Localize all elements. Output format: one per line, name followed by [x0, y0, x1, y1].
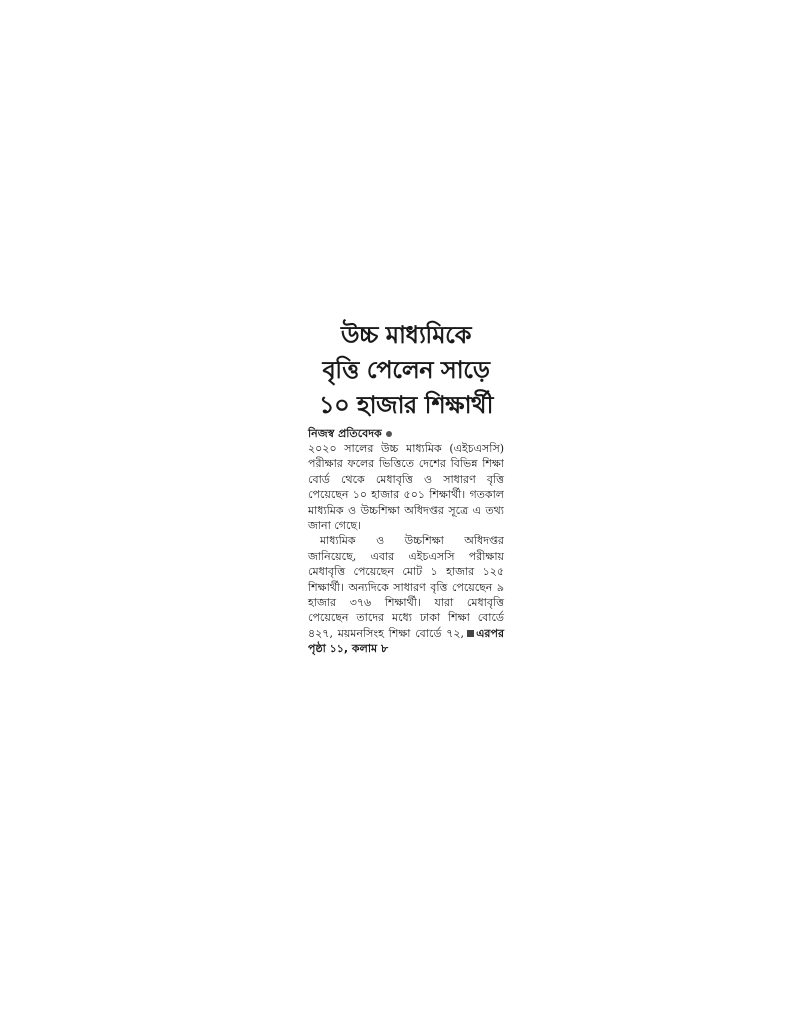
- headline: [308, 318, 504, 423]
- headline-line-3: ১০ হাজার শিক্ষার্থী: [319, 391, 493, 419]
- paragraph-2-text: মাধ্যমিক ও উচ্চশিক্ষা অধিদপ্তর জানিয়েছে, এবার এইচএসসি পরীক্ষায় মেধাবৃত্তি পেয়েছেন মোট ১ হাজার ১২৫ শিক্ষার্থী। অন্যদিকে সাধারণ বৃত্তি পেয়েছেন ৯ হাজার ৩৭৬ শিক্ষার্থী। যারা মেধাবৃত্তি পেয়েছেন তাদের মধ্যে ঢাকা শিক্ষা বোর্ডে ৪২৭, ময়মনসিংহ শিক্ষা বোর্ডে ৭২,: [308, 534, 504, 640]
- byline-text: নিজস্ব প্রতিবেদক: [308, 427, 382, 440]
- headline-line-1: উচ্চ মাধ্যমিকে: [340, 321, 472, 349]
- newspaper-clipping: [308, 318, 504, 657]
- continuation-note: এরপর পৃষ্ঠা ১১, কলাম ৮: [308, 626, 504, 656]
- paragraph-1: ২০২০ সালের উচ্চ মাধ্যমিক (এইচএসসি) পরীক্ষার ফলের ভিত্তিতে দেশের বিভিন্ন শিক্ষা বোর্ড থেকে মেধাবৃত্তি ও সাধারণ বৃত্তি পেয়েছেন ১০ হাজার ৫০১ শিক্ষার্থী। গতকাল মাধ্যমিক ও উচ্চশিক্ষা অধিদপ্তর সূত্রে এ তথ্য জানা গেছে।: [308, 442, 504, 533]
- bullet-icon: [386, 431, 392, 437]
- byline: [308, 427, 504, 441]
- paragraph-2: [308, 533, 504, 656]
- square-marker-icon: [467, 630, 474, 637]
- headline-line-2: বৃত্তি পেলেন সাড়ে: [322, 356, 490, 384]
